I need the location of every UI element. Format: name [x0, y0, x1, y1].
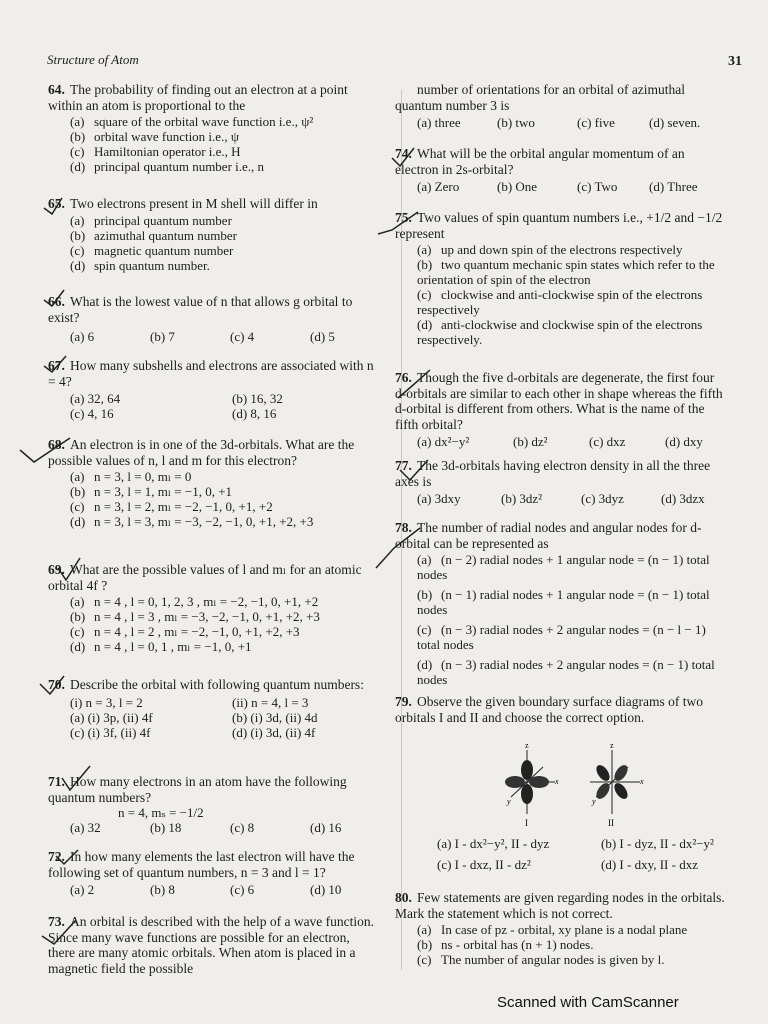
orbital-lobe	[529, 776, 549, 788]
option: (d) (n − 3) radial nodes + 2 angular nodes = (n − 1) total nodes	[417, 657, 715, 687]
orbital-lobe	[612, 781, 631, 801]
question-text: What is the lowest value of n that allows g orbital to exist?	[48, 294, 353, 325]
axis-label: y	[507, 797, 511, 806]
orbital-label: II	[608, 818, 614, 827]
axis-label: z	[525, 742, 529, 750]
question-70: 70. Describe the orbital with following quantum numbers: (i) n = 3, l = 2 (ii) n = 4, l = 3 (a) (i) 3p, (ii) 4f (b) (i) 3d, (ii) 4d (c) (i) 3f, (ii) 4f (d) (i) 3d, (ii) 4f	[48, 677, 364, 740]
option: (c) clockwise and anti-clockwise spin of the electrons respectively	[417, 287, 703, 317]
orbital-diagram-1	[505, 742, 559, 827]
question-text: Observe the given boundary surface diagrams of two orbitals I and II and choose the correct option.	[395, 694, 704, 725]
question-text: Though the five d-orbitals are degenerate, the first four d-orbitals are similar to each other in shape whereas the fifth d-orbital is different from others. What is the name of the fifth orbital?	[395, 370, 723, 432]
option: (a) n = 4 , l = 0, 1, 2, 3 , mₗ = −2, −1, 0, +1, +2	[70, 594, 319, 609]
question-text: Describe the orbital with following quantum numbers:	[70, 677, 364, 692]
question-68	[48, 437, 378, 529]
question-text: The 3d-orbitals having electron density in all the three axes is	[395, 458, 711, 489]
option: (a) square of the orbital wave function i.e., ψ²	[70, 114, 314, 129]
d-orbital-diagrams	[497, 742, 667, 827]
question-76: 76. Though the five d-orbitals are degenerate, the first four d-orbitals are similar to each other in shape whereas the fifth d-orbital is different from others. What is the name of the fifth orbital? (a) dx²−y² (b) dz² (c) dxz (d) dxy	[395, 370, 723, 449]
question-number: 66.	[48, 294, 65, 309]
question-number: 64.	[48, 82, 65, 97]
question-79	[395, 694, 725, 725]
orbital-lobe	[521, 760, 533, 780]
orbital-diagram-2	[590, 742, 644, 827]
option: (d) spin quantum number.	[70, 257, 210, 273]
option: (b) n = 3, l = 1, mₗ = −1, 0, +1	[70, 484, 233, 499]
question-79-options: (a) I - dx²−y², II - dyz (b) I - dyz, II - dx²−y² (c) I - dxz, II - dz² (d) I - dxy, II - dxz	[437, 836, 714, 872]
option: (c) n = 4 , l = 2 , mₗ = −2, −1, 0, +1, +2, +3	[70, 624, 300, 639]
question-text: An orbital is described with the help of a wave function. Since many wave functions are possible for an electron, there are many atomic orbitals. When atom is placed in a magnetic field the possible	[48, 914, 375, 976]
question-number: 74.	[395, 146, 412, 161]
question-73	[48, 914, 378, 976]
option: (c) Hamiltonian operator i.e., H	[70, 144, 241, 159]
option: (d) principal quantum number i.e., n	[70, 159, 265, 174]
question-number: 77.	[395, 458, 412, 473]
question-text: number of orientations for an orbital of azimuthal quantum number 3 is	[395, 82, 686, 113]
question-number: 65.	[48, 196, 65, 211]
question-number: 78.	[395, 520, 412, 535]
question-77: 77. The 3d-orbitals having electron density in all the three axes is (a) 3dxy (b) 3dz² (c) 3dyz (d) 3dzx	[395, 458, 711, 506]
option: (c) (n − 3) radial nodes + 2 angular nodes = (n − l − 1) total nodes	[417, 622, 706, 652]
chapter-title: Structure of Atom	[47, 52, 139, 67]
question-69	[48, 562, 378, 654]
question-text: The number of radial nodes and angular nodes for d-orbital can be represented as	[395, 520, 702, 551]
option: (a) (n − 2) radial nodes + 1 angular node = (n − 1) total nodes	[417, 552, 710, 582]
option: (c) n = 3, l = 2, mₗ = −2, −1, 0, +1, +2	[70, 499, 273, 514]
question-text: Few statements are given regarding nodes in the orbitals. Mark the statement which is not correct.	[395, 890, 725, 921]
option: (d) anti-clockwise and clockwise spin of the electrons respectively.	[417, 317, 703, 347]
scanner-watermark: Scanned with CamScanner	[497, 994, 679, 1011]
question-number: 76.	[395, 370, 412, 385]
option: (b) azimuthal quantum number	[70, 227, 237, 243]
question-text: How many subshells and electrons are associated with n = 4?	[48, 358, 374, 389]
option: (b) two quantum mechanic spin states which refer to the orientation of spin of the electron	[417, 257, 715, 287]
orbital-lobe	[594, 763, 613, 783]
option: (a) up and down spin of the electrons respectively	[417, 242, 683, 257]
question-number: 69.	[48, 562, 65, 577]
question-74: 74. What will be the orbital angular momentum of an electron in 2s-orbital? (a) Zero (b) One (c) Two (d) Three	[395, 146, 698, 194]
question-73-continued: number of orientations for an orbital of azimuthal quantum number 3 is (a) three (b) two (c) five (d) seven.	[395, 82, 701, 130]
orbital-lobe	[521, 784, 533, 804]
quantum-numbers: n = 4, mₛ = −1/2	[118, 805, 204, 820]
question-number: 79.	[395, 694, 412, 709]
question-text: An electron is in one of the 3d-orbitals. What are the possible values of n, l and m for this electron?	[48, 437, 355, 468]
question-text: Two electrons present in M shell will differ in	[70, 196, 318, 211]
orbital-label: I	[525, 818, 528, 827]
axis-label: x	[640, 777, 644, 786]
question-number: 80.	[395, 890, 412, 905]
question-number: 72.	[48, 849, 65, 864]
question-number: 73.	[48, 914, 65, 929]
axis-label: y	[592, 797, 596, 806]
option: (b) ns - orbital has (n + 1) nodes.	[417, 937, 594, 952]
question-65	[48, 196, 378, 273]
option: (d) n = 3, l = 3, mₗ = −3, −2, −1, 0, +1, +2, +3	[70, 514, 314, 529]
question-number: 67.	[48, 358, 65, 373]
option: (a) principal quantum number	[70, 212, 232, 228]
question-text: Two values of spin quantum numbers i.e., +1/2 and −1/2 represent	[395, 210, 723, 241]
question-66: 66. What is the lowest value of n that allows g orbital to exist? (a) 6 (b) 7 (c) 4 (d) 5	[48, 294, 353, 344]
page-number: 31	[728, 54, 742, 69]
option: (a) n = 3, l = 0, mₗ = 0	[70, 469, 192, 484]
option: (a) In case of pz - orbital, xy plane is a nodal plane	[417, 922, 688, 937]
question-text: What will be the orbital angular momentum of an electron in 2s-orbital?	[395, 146, 685, 177]
question-number: 68.	[48, 437, 65, 452]
question-64	[48, 82, 378, 174]
question-72: 72. In how many elements the last electron will have the following set of quantum numbers, n = 3 and l = 1? (a) 2 (b) 8 (c) 6 (d) 10	[48, 849, 355, 897]
option: (c) magnetic quantum number	[70, 242, 234, 258]
question-text: What are the possible values of l and mₗ for an atomic orbital 4f ?	[48, 562, 362, 593]
option: (b) (n − 1) radial nodes + 1 angular node = (n − 1) total nodes	[417, 587, 710, 617]
option: (d) n = 4 , l = 0, 1 , mₗ = −1, 0, +1	[70, 639, 252, 654]
question-71: 71. How many electrons in an atom have the following quantum numbers? n = 4, mₛ = −1/2 (a) 32 (b) 18 (c) 8 (d) 16	[48, 774, 378, 835]
question-number: 71.	[48, 774, 65, 789]
option: (b) n = 4 , l = 3 , mₗ = −3, −2, −1, 0, +1, +2, +3	[70, 609, 320, 624]
question-75	[395, 210, 725, 347]
option: (b) orbital wave function i.e., ψ	[70, 129, 239, 144]
axis-label: z	[610, 742, 614, 750]
question-78	[395, 520, 725, 687]
question-number: 75.	[395, 210, 412, 225]
orbital-lobe	[505, 776, 525, 788]
question-number: 70.	[48, 677, 65, 692]
axis-label: x	[555, 777, 559, 786]
question-80	[395, 890, 725, 967]
question-67: 67. How many subshells and electrons are associated with n = 4? (a) 32, 64 (b) 16, 32 (c) 4, 16 (d) 8, 16	[48, 358, 374, 421]
option: (c) The number of angular nodes is given by l.	[417, 952, 665, 967]
question-text: How many electrons in an atom have the following quantum numbers?	[48, 774, 347, 805]
question-text: In how many elements the last electron will have the following set of quantum numbers, n = 3 and l = 1?	[48, 849, 355, 880]
question-text: The probability of finding out an electron at a point within an atom is proportional to the	[48, 82, 348, 113]
